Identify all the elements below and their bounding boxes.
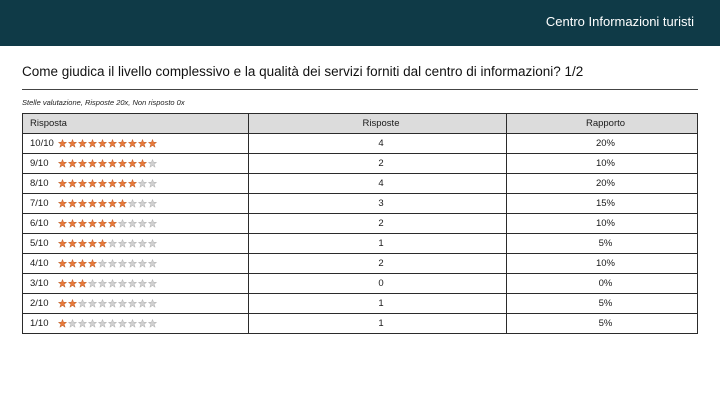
star-empty-icon <box>118 239 127 248</box>
table-row <box>23 214 698 234</box>
count-cell: 2 <box>249 154 507 174</box>
rating-label: 7/10 <box>30 198 49 209</box>
star-empty-icon <box>148 279 157 288</box>
count-cell: 0 <box>249 274 507 294</box>
star-filled-icon <box>58 199 67 208</box>
star-filled-icon <box>98 139 107 148</box>
star-empty-icon <box>138 259 147 268</box>
ratio-cell: 15% <box>507 194 698 214</box>
star-filled-icon <box>68 179 77 188</box>
answer-cell <box>23 174 249 194</box>
count-cell: 2 <box>249 254 507 274</box>
star-filled-icon <box>68 299 77 308</box>
star-empty-icon <box>98 279 107 288</box>
table-row <box>23 134 698 154</box>
star-empty-icon <box>138 179 147 188</box>
star-empty-icon <box>148 179 157 188</box>
star-empty-icon <box>78 319 87 328</box>
star-rating <box>58 298 158 309</box>
table-row <box>23 234 698 254</box>
table-row <box>23 154 698 174</box>
header-bar <box>0 0 720 46</box>
star-filled-icon <box>78 139 87 148</box>
table-row <box>23 314 698 334</box>
star-filled-icon <box>78 279 87 288</box>
star-empty-icon <box>138 319 147 328</box>
star-filled-icon <box>58 319 67 328</box>
star-empty-icon <box>148 219 157 228</box>
star-empty-icon <box>138 299 147 308</box>
star-filled-icon <box>108 219 117 228</box>
column-header-ratio: Rapporto <box>507 114 698 134</box>
star-filled-icon <box>58 179 67 188</box>
ratio-cell: 20% <box>507 134 698 154</box>
star-filled-icon <box>88 179 97 188</box>
table-row <box>23 194 698 214</box>
star-empty-icon <box>108 299 117 308</box>
star-filled-icon <box>118 199 127 208</box>
star-empty-icon <box>108 319 117 328</box>
question-title: Come giudica il livello complessivo e la qualità dei servizi forniti dal centro di informazioni? 1/2 <box>22 64 584 79</box>
ratio-cell: 20% <box>507 174 698 194</box>
star-filled-icon <box>138 139 147 148</box>
star-filled-icon <box>88 239 97 248</box>
star-filled-icon <box>108 139 117 148</box>
ratio-cell: 10% <box>507 254 698 274</box>
star-rating <box>58 218 158 229</box>
table-row <box>23 274 698 294</box>
rating-label: 6/10 <box>30 218 49 229</box>
star-filled-icon <box>98 179 107 188</box>
ratio-cell: 10% <box>507 214 698 234</box>
rating-label: 3/10 <box>30 278 49 289</box>
star-empty-icon <box>148 199 157 208</box>
star-filled-icon <box>78 199 87 208</box>
star-filled-icon <box>108 159 117 168</box>
star-empty-icon <box>118 299 127 308</box>
star-empty-icon <box>108 279 117 288</box>
star-empty-icon <box>118 259 127 268</box>
rating-label: 2/10 <box>30 298 49 309</box>
star-filled-icon <box>118 179 127 188</box>
star-rating <box>58 258 158 269</box>
star-filled-icon <box>58 279 67 288</box>
star-filled-icon <box>88 219 97 228</box>
ratings-table <box>22 113 698 334</box>
star-empty-icon <box>148 259 157 268</box>
answer-cell <box>23 294 249 314</box>
header-title: Centro Informazioni turisti <box>545 14 694 29</box>
star-filled-icon <box>108 199 117 208</box>
answer-cell <box>23 134 249 154</box>
answer-cell <box>23 274 249 294</box>
star-filled-icon <box>98 199 107 208</box>
rating-label: 4/10 <box>30 258 49 269</box>
star-empty-icon <box>148 239 157 248</box>
star-empty-icon <box>138 239 147 248</box>
star-empty-icon <box>118 279 127 288</box>
star-empty-icon <box>128 259 137 268</box>
star-filled-icon <box>58 299 67 308</box>
star-filled-icon <box>138 159 147 168</box>
star-filled-icon <box>98 239 107 248</box>
star-empty-icon <box>98 319 107 328</box>
star-filled-icon <box>148 139 157 148</box>
count-cell: 3 <box>249 194 507 214</box>
star-filled-icon <box>98 219 107 228</box>
star-filled-icon <box>68 159 77 168</box>
star-empty-icon <box>118 219 127 228</box>
count-cell: 2 <box>249 214 507 234</box>
response-meta: Stelle valutazione, Risposte 20x, Non risposto 0x <box>22 98 185 107</box>
table-row <box>23 294 698 314</box>
star-empty-icon <box>88 319 97 328</box>
star-filled-icon <box>108 179 117 188</box>
table-header-row <box>23 114 698 134</box>
ratio-cell: 5% <box>507 314 698 334</box>
star-filled-icon <box>88 199 97 208</box>
star-filled-icon <box>58 239 67 248</box>
star-filled-icon <box>58 259 67 268</box>
star-empty-icon <box>88 299 97 308</box>
star-filled-icon <box>78 179 87 188</box>
star-empty-icon <box>138 279 147 288</box>
star-rating <box>58 138 158 149</box>
count-cell: 1 <box>249 294 507 314</box>
column-header-count: Risposte <box>249 114 507 134</box>
star-rating <box>58 238 158 249</box>
star-empty-icon <box>128 319 137 328</box>
star-rating <box>58 158 158 169</box>
star-empty-icon <box>148 299 157 308</box>
ratio-cell: 0% <box>507 274 698 294</box>
star-filled-icon <box>58 219 67 228</box>
star-empty-icon <box>68 319 77 328</box>
count-cell: 4 <box>249 174 507 194</box>
star-filled-icon <box>88 259 97 268</box>
star-filled-icon <box>78 219 87 228</box>
star-empty-icon <box>98 299 107 308</box>
star-empty-icon <box>98 259 107 268</box>
star-filled-icon <box>78 259 87 268</box>
star-empty-icon <box>88 279 97 288</box>
star-empty-icon <box>128 279 137 288</box>
star-filled-icon <box>118 139 127 148</box>
star-empty-icon <box>128 299 137 308</box>
star-rating <box>58 198 158 209</box>
star-empty-icon <box>128 219 137 228</box>
rating-label: 10/10 <box>30 138 54 149</box>
rating-label: 8/10 <box>30 178 49 189</box>
rating-label: 9/10 <box>30 158 49 169</box>
ratio-cell: 10% <box>507 154 698 174</box>
table-row <box>23 174 698 194</box>
answer-cell <box>23 194 249 214</box>
star-rating <box>58 178 158 189</box>
star-empty-icon <box>108 259 117 268</box>
star-filled-icon <box>78 239 87 248</box>
star-empty-icon <box>128 199 137 208</box>
star-filled-icon <box>68 199 77 208</box>
column-header-answer: Risposta <box>23 114 249 134</box>
star-filled-icon <box>88 139 97 148</box>
star-filled-icon <box>88 159 97 168</box>
star-filled-icon <box>58 139 67 148</box>
answer-cell <box>23 234 249 254</box>
star-filled-icon <box>68 139 77 148</box>
star-filled-icon <box>118 159 127 168</box>
star-filled-icon <box>128 179 137 188</box>
table-row <box>23 254 698 274</box>
star-empty-icon <box>138 219 147 228</box>
star-filled-icon <box>68 219 77 228</box>
count-cell: 1 <box>249 314 507 334</box>
star-filled-icon <box>128 159 137 168</box>
answer-cell <box>23 254 249 274</box>
star-empty-icon <box>128 239 137 248</box>
rating-label: 5/10 <box>30 238 49 249</box>
star-empty-icon <box>108 239 117 248</box>
answer-cell <box>23 214 249 234</box>
count-cell: 1 <box>249 234 507 254</box>
star-filled-icon <box>58 159 67 168</box>
star-empty-icon <box>118 319 127 328</box>
star-filled-icon <box>68 279 77 288</box>
star-filled-icon <box>78 159 87 168</box>
star-rating <box>58 318 158 329</box>
star-filled-icon <box>98 159 107 168</box>
star-empty-icon <box>148 159 157 168</box>
star-empty-icon <box>78 299 87 308</box>
count-cell: 4 <box>249 134 507 154</box>
answer-cell <box>23 154 249 174</box>
star-empty-icon <box>148 319 157 328</box>
ratio-cell: 5% <box>507 294 698 314</box>
rating-label: 1/10 <box>30 318 49 329</box>
answer-cell <box>23 314 249 334</box>
ratio-cell: 5% <box>507 234 698 254</box>
star-filled-icon <box>128 139 137 148</box>
star-empty-icon <box>138 199 147 208</box>
star-filled-icon <box>68 259 77 268</box>
star-rating <box>58 278 158 289</box>
divider <box>22 89 698 90</box>
star-filled-icon <box>68 239 77 248</box>
